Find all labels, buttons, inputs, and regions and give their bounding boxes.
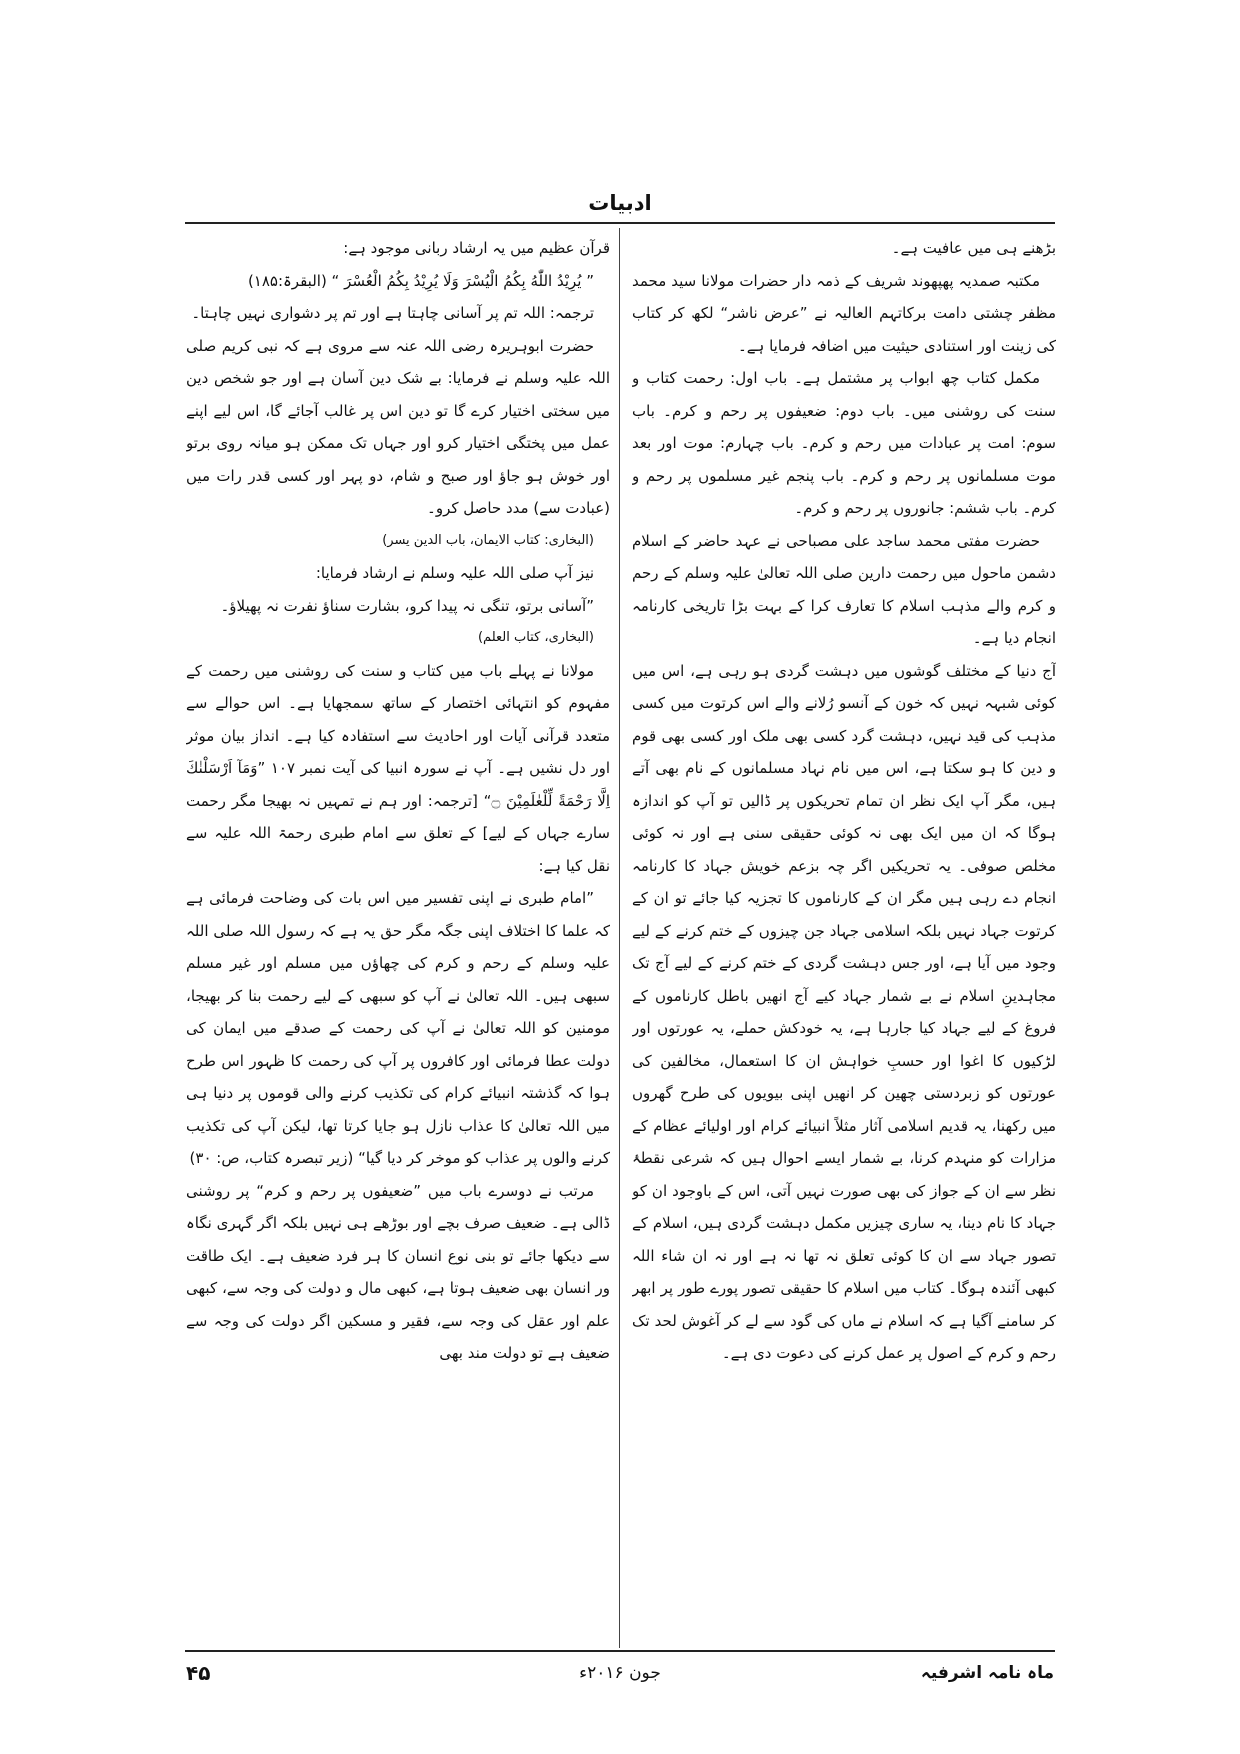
quotation: ”امام طبری نے اپنی تفسیر میں اس بات کی وضاحت فرمائی ہے کہ علما کا اختلاف اپنی جگہ مگر حق یہ ہے کہ رسول اللہ صلی اللہ علیہ وسلم کے رحم و کرم کی چھاؤں میں مسلم اور غیر مسلم سبھی ہیں۔ اللہ تعالیٰ نے آپ کو سبھی کے لیے رحمت بنا کر بھیجا، مومنین کو اللہ تعالیٰ نے آپ کی رحمت کے صدقے میں ایمان کی دولت عطا فرمائی اور کافروں پر آپ کی رحمت کا ظہور اس طرح ہوا کہ گذشتہ انبیائے کرام کی تکذیب کرنے والی قوموں پر دنیا ہی میں اللہ تعالیٰ کا عذاب نازل ہو جایا کرتا تھا، لیکن آپ کی تکذیب کرنے والوں پر عذاب کو موخر کر دیا گیا“ (زیر تبصرہ کتاب، ص: ۳۰) xyxy=(186,889,610,1167)
header-rule xyxy=(185,222,1055,224)
footer-rule xyxy=(185,1650,1055,1652)
paragraph: حضرت مفتی محمد ساجد علی مصباحی نے عہد حاضر کے اسلام دشمن ماحول میں رحمت دارین صلی اللہ تعالیٰ علیہ وسلم کے رحم و کرم والے مذہب اسلام کا تعارف کرا کے بہت بڑا تاریخی کارنامہ انجام دیا ہے۔ xyxy=(632,531,1056,647)
reference: (البخاری: کتاب الایمان، باب الدین یسر) xyxy=(382,532,594,548)
paragraph: قرآن عظیم میں یہ ارشاد ربانی موجود ہے: xyxy=(343,239,610,257)
paragraph: مکتبہ صمدیہ پھپھوند شریف کے ذمہ دار حضرات مولانا سید محمد مظفر چشتی دامت برکاتہم العالیہ نے ”عرض ناشر“ لکھ کر کتاب کی زینت اور استنادی حیثیت میں اضافہ فرمایا ہے۔ xyxy=(632,271,1056,355)
paragraph: مولانا نے پہلے باب میں کتاب و سنت کی روشنی میں رحمت کے مفہوم کو انتہائی اختصار کے ساتھ سمجھایا ہے۔ اس حوالے سے متعدد قرآنی آیات اور احادیث سے استفادہ کیا ہے۔ انداز بیان موثر اور دل نشیں ہے۔ آپ نے سورہ انبیا کی آیت نمبر ۱۰۷ ”وَمَآ اَرْسَلْنٰكَ اِلَّا رَحْمَةً لِّلْعٰلَمِيْنَ ۝“ [ترجمہ: اور ہم نے تمہیں نہ بھیجا مگر رحمت سارے جہاں کے لیے] کے تعلق سے امام طبری رحمۃ اللہ علیہ سے نقل کیا ہے: xyxy=(186,661,610,875)
reference: (البخاری، کتاب العلم) xyxy=(477,630,594,645)
issue-date: جون ۲۰۱۶ء xyxy=(579,1663,661,1683)
paragraph: بڑھنے ہی میں عافیت ہے۔ xyxy=(891,239,1056,257)
hadith: ”آسانی برتو، تنگی نہ پیدا کرو، بشارت سناؤ نفرت نہ پھیلاؤ۔ xyxy=(220,596,594,615)
left-column xyxy=(186,232,610,1644)
paragraph: مکمل کتاب چھ ابواب پر مشتمل ہے۔ باب اول: رحمت کتاب و سنت کی روشنی میں۔ باب دوم: ضعیفوں پر رحم و کرم۔ باب سوم: امت پر عبادات میں رحم و کرم۔ باب چہارم: موت اور بعد موت مسلمانوں پر رحم و کرم۔ باب پنجم غیر مسلموں پر رحم و کرم۔ باب ششم: جانوروں پر رحم و کرم۔ xyxy=(632,369,1056,517)
hadith: حضرت ابوہریرہ رضی اللہ عنہ سے مروی ہے کہ نبی کریم صلی اللہ علیہ وسلم نے فرمایا: بے شک دین آسان ہے اور جو شخص دین میں سختی اختیار کرے گا تو دین اس پر غالب آجائے گا، اس لیے اپنے عمل میں پختگی اختیار کرو اور جہاں تک ممکن ہو میانہ روی برتو اور خوش ہو جاؤ اور صبح و شام، دو پہر اور کسی قدر رات میں (عبادت سے) مدد حاصل کرو۔ xyxy=(186,336,610,517)
quran-verse: ” یُرِیْدُ اللّٰهُ بِکُمُ الْیُسْرَ وَلَا یُرِیْدُ بِکُمُ الْعُسْرَ “ (البقرۃ:۱۸۵) xyxy=(247,271,594,290)
column-divider xyxy=(619,228,620,1648)
magazine-name: ماہ نامہ اشرفیہ xyxy=(920,1663,1054,1683)
section-title: ادبیات xyxy=(588,191,652,215)
right-column xyxy=(632,232,1056,1644)
page-number: ۴۵ xyxy=(186,1661,211,1685)
paragraph: نیز آپ صلی اللہ علیہ وسلم نے ارشاد فرمایا: xyxy=(315,564,594,582)
translation: ترجمہ: اللہ تم پر آسانی چاہتا ہے اور تم پر دشواری نہیں چاہتا۔ xyxy=(191,304,594,322)
paragraph: مرتب نے دوسرے باب میں ”ضعیفوں پر رحم و کرم“ پر روشنی ڈالی ہے۔ ضعیف صرف بچے اور بوڑھے ہی نہیں بلکہ اگر گہری نگاہ سے دیکھا جائے تو بنی نوع انسان کا ہر فرد ضعیف ہے۔ ایک طاقت ور انسان بھی ضعیف ہوتا ہے، کبھی مال و دولت کی وجہ سے، کبھی علم اور عقل کی وجہ سے، فقیر و مسکین اگر دولت کی وجہ سے ضعیف ہے تو دولت مند بھی xyxy=(186,1181,610,1362)
paragraph: آج دنیا کے مختلف گوشوں میں دہشت گردی ہو رہی ہے، اس میں کوئی شبہہ نہیں کہ خون کے آنسو رُلانے والے اس کرتوت میں کسی مذہب کی قید نہیں، دہشت گرد کسی بھی ملک اور کسی بھی قوم و دین کا ہو سکتا ہے، اس میں نام نہاد مسلمانوں کے نام بھی آتے ہیں، مگر آپ ایک نظر ان تمام تحریکوں پر ڈالیں تو آپ کو اندازہ ہوگا کہ ان میں ایک بھی نہ کوئی حقیقی سنی ہے اور نہ کوئی مخلص صوفی۔ یہ تحریکیں اگر چہ بزعم خویش جہاد کا کارنامہ انجام دے رہی ہیں مگر ان کے کارناموں کا تجزیہ کیا جائے تو ان کے کرتوت جہاد نہیں بلکہ اسلامی جہاد جن چیزوں کے ختم کرنے کے لیے وجود میں آیا ہے، اور جس دہشت گردی کے ختم کرنے کے لیے آج تک مجاہدینِ اسلام نے بے شمار جہاد کیے آج انھیں باطل کارناموں کے فروغ کے لیے جہاد کیا جارہا ہے، یہ خودکش حملے، یہ عورتوں اور لڑکیوں کا اغوا اور حسبِ خواہش ان کا استعمال، مخالفین کی عورتوں کو زبردستی چھین کر انھیں اپنی بیویوں کی طرح گھروں میں رکھنا، یہ قدیم اسلامی آثار مثلاً انبیائے کرام اور اولیائے عظام کے مزارات کو منہدم کرنا، بے شمار ایسے احوال ہیں کہ شرعی نقطۂ نظر سے ان کے جواز کی بھی صورت نہیں آتی، اس کے باوجود ان کو جہاد کا نام دینا، یہ ساری چیزیں مکمل دہشت گردی ہیں، اسلام کے تصور جہاد سے ان کا کوئی تعلق نہ تھا نہ ہے اور نہ ان شاء اللہ کبھی آئندہ ہوگا۔ کتاب میں اسلام کا حقیقی تصور پورے طور پر ابھر کر سامنے آگیا ہے کہ اسلام نے ماں کی گود سے لے کر آغوش لحد تک رحم و کرم کے اصول پر عمل کرنے کی دعوت دی ہے۔ xyxy=(632,661,1056,1362)
